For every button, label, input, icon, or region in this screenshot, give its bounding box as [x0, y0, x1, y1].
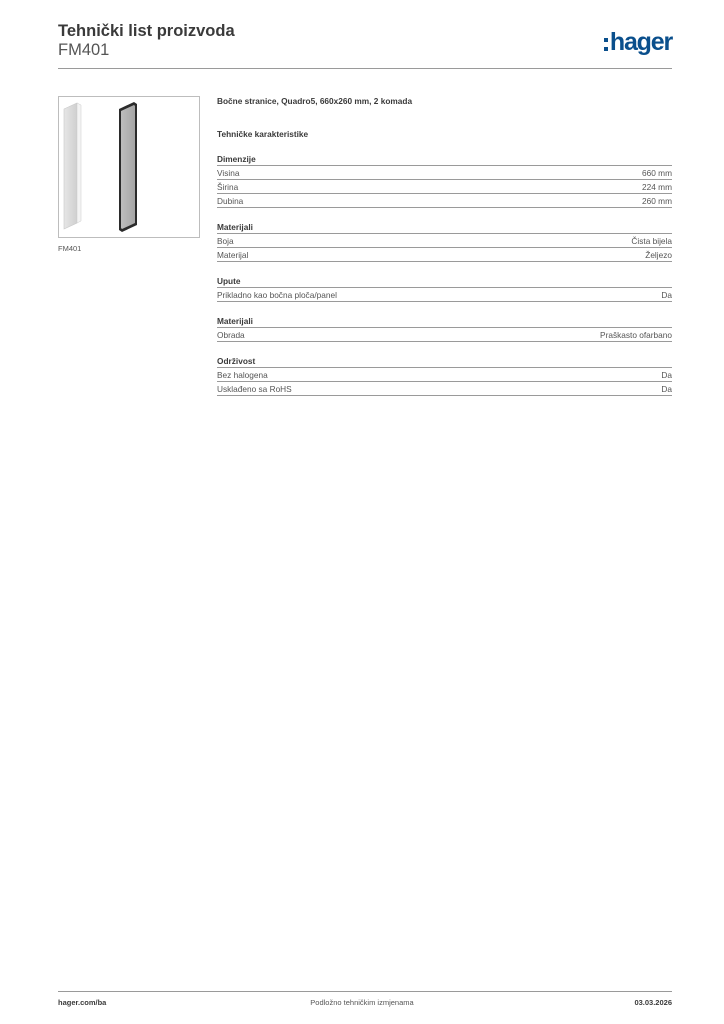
- spec-value: Željezo: [645, 250, 672, 260]
- section-odrzivost: [217, 356, 672, 396]
- spec-row: [217, 368, 672, 382]
- product-code: FM401: [58, 41, 110, 59]
- spec-value: Da: [661, 384, 672, 394]
- logo-dots-icon: [604, 38, 608, 51]
- spec-value: Čista bijela: [631, 236, 672, 246]
- footer-divider: [58, 991, 672, 992]
- image-caption: FM401: [58, 244, 82, 253]
- spec-label: Prikladno kao bočna ploča/panel: [217, 290, 337, 300]
- spec-row: [217, 194, 672, 208]
- side-panels-illustration: [59, 97, 199, 237]
- tech-characteristics-heading: Tehničke karakteristike: [217, 129, 309, 139]
- section-upute: [217, 276, 672, 302]
- hager-logo[interactable]: [604, 27, 672, 57]
- spec-label: Obrada: [217, 330, 245, 340]
- section-title: Materijali: [217, 316, 672, 328]
- spec-label: Usklađeno sa RoHS: [217, 384, 292, 394]
- spec-label: Bez halogena: [217, 370, 268, 380]
- spec-label: Materijal: [217, 250, 249, 260]
- spec-content: [217, 96, 672, 396]
- spec-value: Da: [661, 290, 672, 300]
- section-dimenzije: [217, 154, 672, 208]
- spec-row: [217, 248, 672, 262]
- spec-row: [217, 166, 672, 180]
- page-header: [58, 20, 672, 69]
- footer-date: 03.03.2026: [634, 998, 672, 1007]
- spec-value: 260 mm: [642, 196, 672, 206]
- footer-website-link[interactable]: hager.com/ba: [58, 998, 107, 1007]
- spec-label: Boja: [217, 236, 234, 246]
- spec-value: 224 mm: [642, 182, 672, 192]
- spec-row: [217, 288, 672, 302]
- spec-value: Da: [661, 370, 672, 380]
- logo-text: hager: [609, 28, 672, 56]
- section-title: Upute: [217, 276, 672, 288]
- page-title: Tehnički list proizvoda: [58, 22, 235, 40]
- section-materijali: [217, 222, 672, 262]
- spec-value: Praškasto ofarbano: [600, 330, 672, 340]
- spec-row: [217, 234, 672, 248]
- spec-label: Dubina: [217, 196, 244, 206]
- product-image: [58, 96, 200, 238]
- spec-value: 660 mm: [642, 168, 672, 178]
- header-divider: [58, 68, 672, 69]
- spec-row: [217, 328, 672, 342]
- spec-label: Širina: [217, 182, 239, 192]
- section-materijali-obrada: [217, 316, 672, 342]
- section-title: Materijali: [217, 222, 672, 234]
- product-description: Bočne stranice, Quadro5, 660x260 mm, 2 komada: [217, 96, 413, 106]
- spec-label: Visina: [217, 168, 240, 178]
- section-title: Dimenzije: [217, 154, 672, 166]
- section-title: Održivost: [217, 356, 672, 368]
- spec-row: [217, 180, 672, 194]
- spec-row: [217, 382, 672, 396]
- footer-disclaimer: Podložno tehničkim izmjenama: [310, 998, 414, 1007]
